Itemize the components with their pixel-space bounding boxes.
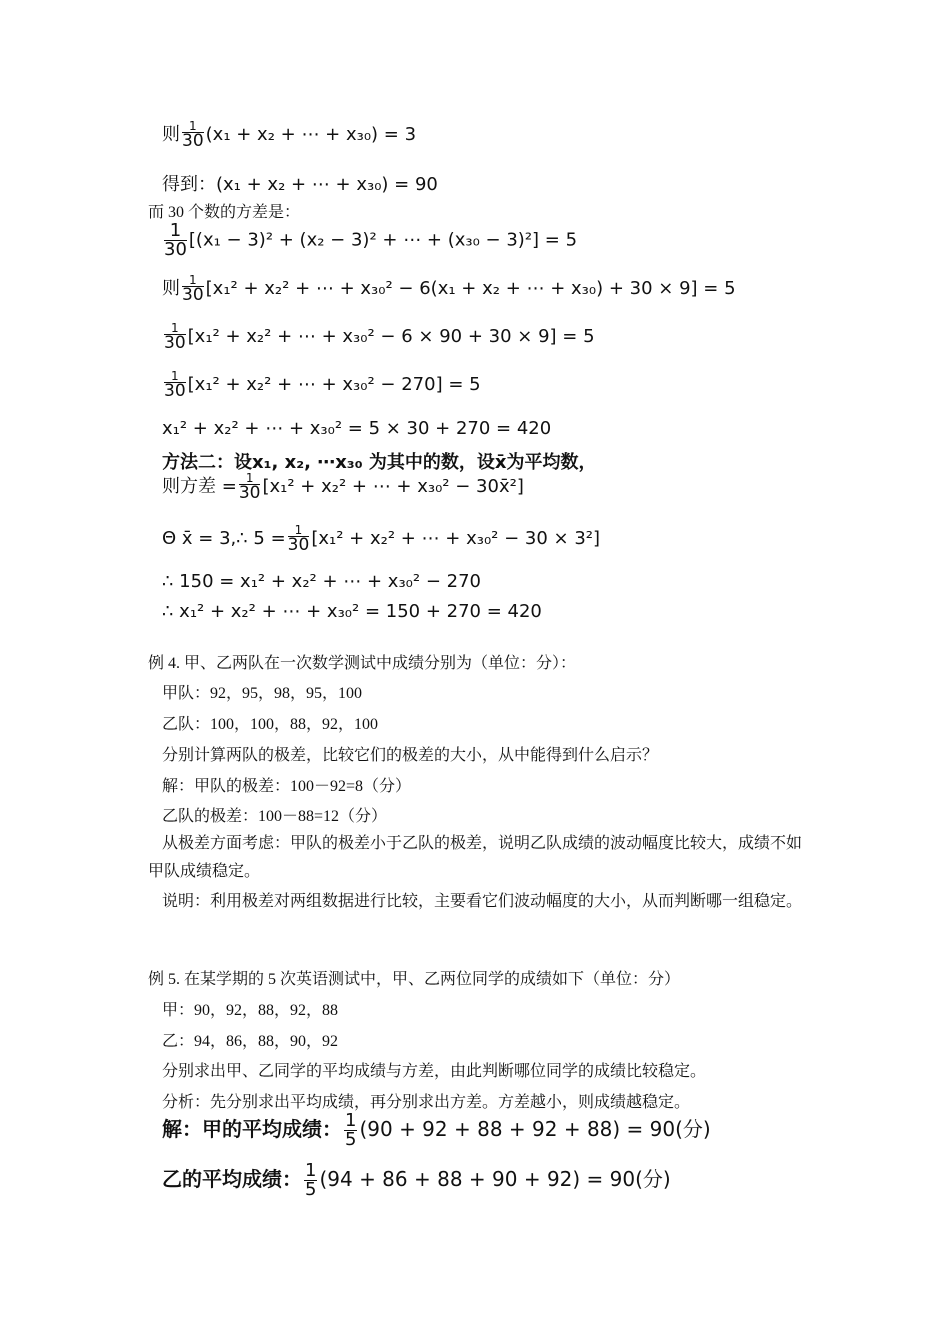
numerator: 1 (182, 120, 204, 133)
denominator: 30 (182, 285, 204, 305)
formula-prefix: 则 (162, 124, 180, 145)
formula-therefore-150: ∴ 150 = x₁² + x₂² + ⋯ + x₃₀² − 270 (162, 571, 481, 592)
method-two-heading: 方法二：设x₁, x₂, ⋯x₃₀ 为其中的数，设x̄为平均数， (162, 452, 597, 473)
formula-body: [x₁² + x₂² + ⋯ + x₃₀² − 6(x₁ + x₂ + ⋯ + x₃₀) + 30 × 9] = 5 (205, 278, 736, 299)
formula-body: [x₁² + x₂² + ⋯ + x₃₀² − 6 × 90 + 30 × 9] = 5 (187, 326, 595, 347)
formula-body: (94 + 86 + 88 + 90 + 92) = 90(分) (319, 1167, 671, 1191)
formula-mean-definition (162, 120, 416, 150)
formula-variance-method-two (162, 472, 524, 502)
numerator: 1 (288, 524, 310, 537)
denominator: 30 (238, 483, 261, 503)
example-5-analysis: 分析：先分别求出平均成绩，再分别求出方差。方差越小，则成绩越稳定。 (162, 1094, 691, 1111)
example-4-team-a: 甲队：92，95，98，95，100 (162, 685, 363, 702)
formula-body: [x₁² + x₂² + ⋯ + x₃₀² − 30x̄²] (262, 476, 524, 497)
denominator: 30 (164, 239, 187, 260)
denominator: 5 (345, 1129, 357, 1150)
example-5-student-b: 乙：94，86，88，90，92 (162, 1033, 339, 1050)
formula-sum: 得到：(x₁ + x₂ + ⋯ + x₃₀) = 90 (162, 174, 438, 195)
fraction (182, 274, 204, 304)
formula-body: [x₁² + x₂² + ⋯ + x₃₀² − 270] = 5 (187, 374, 481, 395)
example-4-solution-a: 解：甲队的极差：100－92=8（分） (162, 778, 412, 795)
numerator: 1 (305, 1160, 317, 1181)
numerator: 1 (164, 322, 186, 335)
denominator: 5 (305, 1179, 317, 1200)
formula-body: [x₁² + x₂² + ⋯ + x₃₀² − 30 × 3²] (311, 528, 601, 549)
numerator: 1 (164, 222, 187, 241)
formula-prefix: 解：甲的平均成绩： (162, 1117, 342, 1141)
denominator: 30 (287, 535, 310, 555)
fraction (288, 524, 310, 554)
text-variance-intro: 而 30 个数的方差是： (148, 204, 301, 221)
fraction (164, 222, 187, 259)
formula-variance-simplified (162, 370, 481, 400)
example-5-student-a: 甲：90，92，88，92，88 (162, 1002, 339, 1019)
fraction (304, 1162, 317, 1199)
fraction (344, 1112, 357, 1149)
formula-body: [(x₁ − 3)² + (x₂ − 3)² + ⋯ + (x₃₀ − 3)²] = 5 (188, 229, 578, 251)
formula-prefix: 则方差 = (162, 476, 237, 497)
formula-prefix: 则 (162, 278, 180, 299)
formula-body: (x₁ + x₂ + ⋯ + x₃₀) = 3 (205, 124, 417, 145)
fraction (239, 472, 261, 502)
formula-prefix: 乙的平均成绩： (162, 1167, 302, 1191)
numerator: 1 (164, 370, 186, 383)
example-5-question: 分别求出甲、乙同学的平均成绩与方差，由此判断哪位同学的成绩比较稳定。 (162, 1063, 707, 1080)
numerator: 1 (345, 1110, 357, 1131)
fraction (182, 120, 204, 150)
fraction (164, 322, 186, 352)
example-4-title: 例 4. 甲、乙两队在一次数学测试中成绩分别为（单位：分）： (148, 655, 577, 672)
formula-variance-substituted (162, 322, 595, 352)
formula-variance-expanded (162, 274, 736, 304)
denominator: 30 (164, 333, 186, 353)
example-5-solution-b (162, 1162, 671, 1199)
denominator: 30 (164, 381, 186, 401)
formula-prefix: Θ x̄ = 3,∴ 5 = (162, 528, 286, 549)
numerator: 1 (182, 274, 204, 287)
example-4-note: 说明：利用极差对两组数据进行比较，主要看它们波动幅度的大小，从而判断哪一组稳定。 (162, 893, 803, 910)
example-4-question: 分别计算两队的极差，比较它们的极差的大小，从中能得到什么启示？ (162, 747, 659, 764)
formula-therefore-420: ∴ x₁² + x₂² + ⋯ + x₃₀² = 150 + 270 = 420 (162, 601, 542, 622)
fraction (164, 370, 186, 400)
example-4-conclusion: 从极差方面考虑：甲队的极差小于乙队的极差，说明乙队成绩的波动幅度比较大，成绩不如甲队成绩稳定。 (148, 835, 803, 880)
formula-sum-of-squares: x₁² + x₂² + ⋯ + x₃₀² = 5 × 30 + 270 = 420 (162, 418, 552, 439)
example-4-solution-b: 乙队的极差：100－88=12（分） (162, 808, 388, 825)
example-5-title: 例 5. 在某学期的 5 次英语测试中，甲、乙两位同学的成绩如下（单位：分） (148, 971, 681, 988)
denominator: 30 (182, 131, 204, 151)
numerator: 1 (239, 472, 261, 485)
formula-body: (90 + 92 + 88 + 92 + 88) = 90(分) (359, 1117, 711, 1141)
formula-because-mean (162, 524, 600, 554)
example-5-solution-a (162, 1112, 711, 1149)
example-4-team-b: 乙队：100，100，88，92，100 (162, 716, 379, 733)
formula-variance (162, 222, 577, 259)
